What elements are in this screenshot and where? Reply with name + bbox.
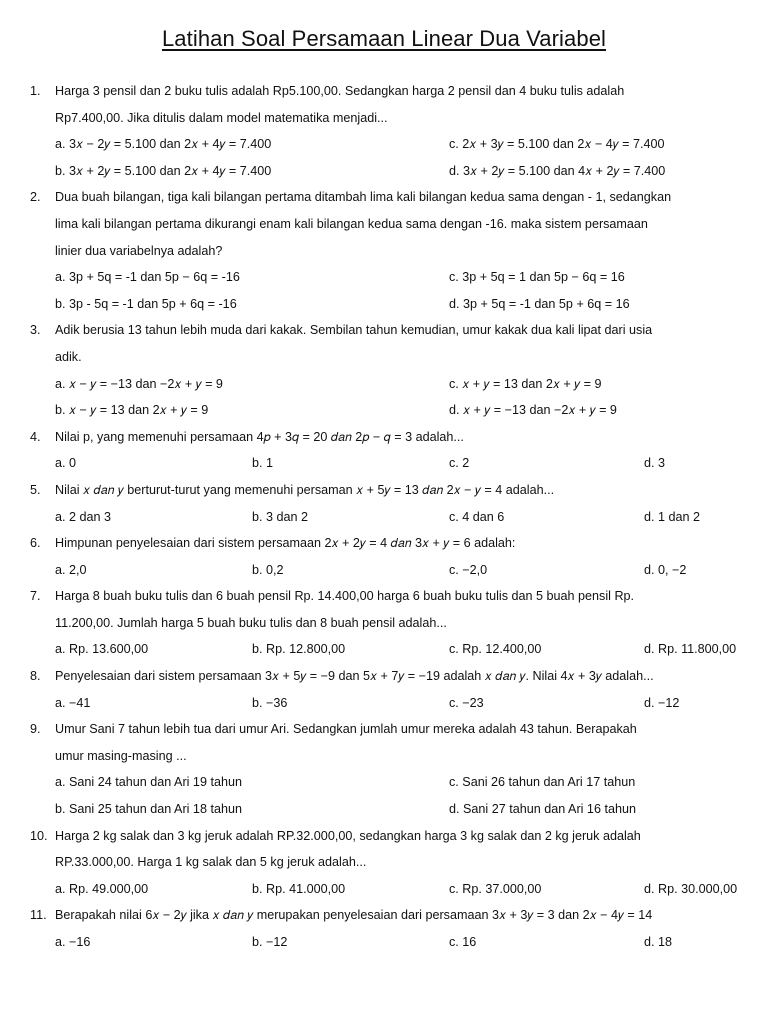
question-text: Berapakah nilai 6𝑥 − 2𝑦 jika 𝑥 𝑑𝑎𝑛 𝑦 merupakan penyelesaian dari persamaan 3𝑥 + 3𝑦 = 3 dan 2𝑥 − 4𝑦 = 14: [55, 908, 653, 923]
question-line: [30, 530, 750, 557]
answer-option: a. 3p + 5q = -1 dan 5p − 6q = -16: [55, 270, 240, 285]
question-item: [30, 424, 750, 477]
answer-option: d. Sani 27 tahun dan Ari 16 tahun: [449, 802, 636, 817]
question-item: [30, 716, 750, 822]
answer-option: c. Rp. 12.400,00: [449, 642, 542, 657]
question-text: Harga 8 buah buku tulis dan 6 buah pensil Rp. 14.400,00 harga 6 buah buku tulis dan 5 buah pensil Rp.: [55, 589, 635, 604]
answer-option: c. 2𝑥 + 3𝑦 = 5.100 dan 2𝑥 − 4𝑦 = 7.400: [449, 137, 665, 152]
answer-option: a. −41: [55, 695, 91, 710]
question-text: Rp7.400,00. Jika ditulis dalam model matematika menjadi...: [55, 110, 388, 125]
question-number: 3.: [30, 323, 41, 338]
question-line: [30, 105, 750, 132]
answer-option: c. 𝑥 + 𝑦 = 13 dan 2𝑥 + 𝑦 = 9: [449, 376, 602, 391]
question-item: [30, 902, 750, 955]
question-text: umur masing-masing ...: [55, 748, 187, 763]
answer-option: b. Sani 25 tahun dan Ari 18 tahun: [55, 802, 242, 817]
question-text: linier dua variabelnya adalah?: [55, 243, 223, 258]
answer-option: b. Rp. 12.800,00: [252, 642, 346, 657]
question-line: [30, 716, 750, 743]
answer-option: a. 2,0: [55, 562, 87, 577]
answer-options-row: [30, 796, 750, 823]
answer-option: c. 16: [449, 935, 477, 949]
answer-options-row: [30, 636, 750, 663]
question-line: [30, 610, 750, 637]
question-line: [30, 424, 750, 451]
question-text: Nilai p, yang memenuhi persamaan 4𝑝 + 3𝑞 = 20 𝑑𝑎𝑛 2𝑝 − 𝑞 = 3 adalah...: [55, 429, 464, 444]
answer-option: c. Sani 26 tahun dan Ari 17 tahun: [449, 775, 636, 790]
answer-options-row: [30, 504, 750, 531]
question-line: [30, 184, 750, 211]
question-line: [30, 317, 750, 344]
question-line: [30, 902, 750, 929]
answer-options-row: [30, 371, 750, 398]
question-text: 11.200,00. Jumlah harga 5 buah buku tulis dan 8 buah pensil adalah...: [55, 615, 447, 630]
answer-option: d. 3𝑥 + 2𝑦 = 5.100 dan 4𝑥 + 2𝑦 = 7.400: [449, 163, 666, 178]
question-text: RP.33.000,00. Harga 1 kg salak dan 5 kg jeruk adalah...: [55, 855, 367, 870]
question-text: Penyelesaian dari sistem persamaan 3𝑥 + 5𝑦 = −9 dan 5𝑥 + 7𝑦 = −19 adalah 𝑥 𝑑𝑎𝑛 𝑦. Nilai 4𝑥 + 3𝑦 adalah...: [55, 669, 654, 684]
answer-option: d. 1 dan 2: [644, 509, 701, 524]
answer-option: a. −16: [55, 935, 91, 949]
question-item: [30, 477, 750, 530]
question-line: [30, 663, 750, 690]
answer-option: c. 2: [449, 456, 470, 471]
answer-options-row: [30, 131, 750, 158]
question-line: [30, 238, 750, 265]
answer-option: c. Rp. 37.000,00: [449, 881, 542, 896]
answer-option: c. −2,0: [449, 562, 488, 577]
answer-option: b. 1: [252, 456, 274, 471]
answer-options-row: [30, 557, 750, 584]
question-item: [30, 78, 750, 184]
question-line: [30, 583, 750, 610]
question-number: 8.: [30, 669, 41, 684]
answer-option: b. 3 dan 2: [252, 509, 309, 524]
question-number: 9.: [30, 722, 41, 737]
question-line: [30, 477, 750, 504]
question-list: [30, 78, 750, 956]
answer-option: c. 3p + 5q = 1 dan 5p − 6q = 16: [449, 270, 625, 285]
question-text: lima kali bilangan pertama dikurangi enam kali bilangan kedua sama dengan -16. maka sistem persamaan: [55, 216, 648, 231]
question-number: 11.: [30, 908, 47, 923]
question-number: 1.: [30, 84, 41, 98]
question-line: [30, 743, 750, 770]
question-number: 4.: [30, 429, 41, 444]
answer-option: d. 3: [644, 456, 666, 471]
question-item: [30, 317, 750, 423]
answer-option: c. −23: [449, 695, 484, 710]
question-line: [30, 211, 750, 238]
worksheet-title: Latihan Soal Persamaan Linear Dua Variabel: [161, 26, 607, 51]
question-line: [30, 849, 750, 876]
answer-option: a. 3𝑥 − 2𝑦 = 5.100 dan 2𝑥 + 4𝑦 = 7.400: [55, 137, 272, 152]
question-text: Dua buah bilangan, tiga kali bilangan pertama ditambah lima kali bilangan kedua sama dengan - 1, sedangkan: [55, 190, 672, 205]
answer-option: b. 3p - 5q = -1 dan 5p + 6q = -16: [55, 296, 237, 311]
answer-options-row: [30, 264, 750, 291]
question-item: [30, 530, 750, 583]
answer-option: d. −12: [644, 695, 680, 710]
answer-option: d. 18: [644, 935, 673, 949]
answer-options-row: [30, 690, 750, 717]
question-number: 10.: [30, 828, 48, 843]
question-item: [30, 663, 750, 716]
answer-options-row: [30, 450, 750, 477]
answer-option: a. Sani 24 tahun dan Ari 19 tahun: [55, 775, 242, 790]
answer-option: d. Rp. 30.000,00: [644, 881, 738, 896]
answer-option: c. 4 dan 6: [449, 509, 505, 524]
answer-options-row: [30, 397, 750, 424]
answer-options-row: [30, 291, 750, 318]
answer-option: a. Rp. 13.600,00: [55, 642, 149, 657]
answer-option: d. Rp. 11.800,00: [644, 642, 737, 657]
answer-option: b. −36: [252, 695, 288, 710]
question-text: adik.: [55, 349, 82, 364]
question-item: [30, 823, 750, 903]
question-line: [30, 78, 750, 105]
answer-option: d. 3p + 5q = -1 dan 5p + 6q = 16: [449, 296, 630, 311]
question-item: [30, 184, 750, 317]
answer-option: b. −12: [252, 935, 288, 949]
answer-option: a. 0: [55, 456, 77, 471]
answer-options-row: [30, 929, 750, 956]
answer-option: a. 2 dan 3: [55, 509, 112, 524]
question-text: Harga 3 pensil dan 2 buku tulis adalah Rp5.100,00. Sedangkan harga 2 pensil dan 4 buku tulis adalah: [55, 84, 625, 98]
answer-option: b. Rp. 41.000,00: [252, 881, 346, 896]
question-text: Umur Sani 7 tahun lebih tua dari umur Ari. Sedangkan jumlah umur mereka adalah 43 tahun. Berapakah: [55, 722, 637, 737]
question-line: [30, 823, 750, 850]
question-number: 2.: [30, 190, 41, 205]
answer-option: a. Rp. 49.000,00: [55, 881, 149, 896]
question-number: 7.: [30, 589, 41, 604]
answer-option: a. 𝑥 − 𝑦 = −13 dan −2𝑥 + 𝑦 = 9: [55, 376, 223, 391]
question-item: [30, 583, 750, 663]
question-text: Nilai 𝑥 𝑑𝑎𝑛 𝑦 berturut-turut yang memenuhi persaman 𝑥 + 5𝑦 = 13 𝑑𝑎𝑛 2𝑥 − 𝑦 = 4 adalah...: [55, 482, 555, 497]
answer-option: b. 0,2: [252, 562, 284, 577]
question-number: 6.: [30, 536, 41, 551]
answer-option: d. 𝑥 + 𝑦 = −13 dan −2𝑥 + 𝑦 = 9: [449, 403, 617, 418]
question-line: [30, 344, 750, 371]
answer-option: d. 0, −2: [644, 562, 687, 577]
question-number: 5.: [30, 482, 41, 497]
answer-options-row: [30, 769, 750, 796]
question-text: Himpunan penyelesaian dari sistem persamaan 2𝑥 + 2𝑦 = 4 𝑑𝑎𝑛 3𝑥 + 𝑦 = 6 adalah:: [55, 536, 516, 551]
question-text: Adik berusia 13 tahun lebih muda dari kakak. Sembilan tahun kemudian, umur kakak dua kali lipat dari usia: [55, 323, 653, 338]
answer-option: b. 𝑥 − 𝑦 = 13 dan 2𝑥 + 𝑦 = 9: [55, 403, 209, 418]
answer-options-row: [30, 158, 750, 185]
question-text: Harga 2 kg salak dan 3 kg jeruk adalah RP.32.000,00, sedangkan harga 3 kg salak dan 2 kg jeruk adalah: [55, 828, 641, 843]
answer-option: b. 3𝑥 + 2𝑦 = 5.100 dan 2𝑥 + 4𝑦 = 7.400: [55, 163, 272, 178]
answer-options-row: [30, 876, 750, 903]
